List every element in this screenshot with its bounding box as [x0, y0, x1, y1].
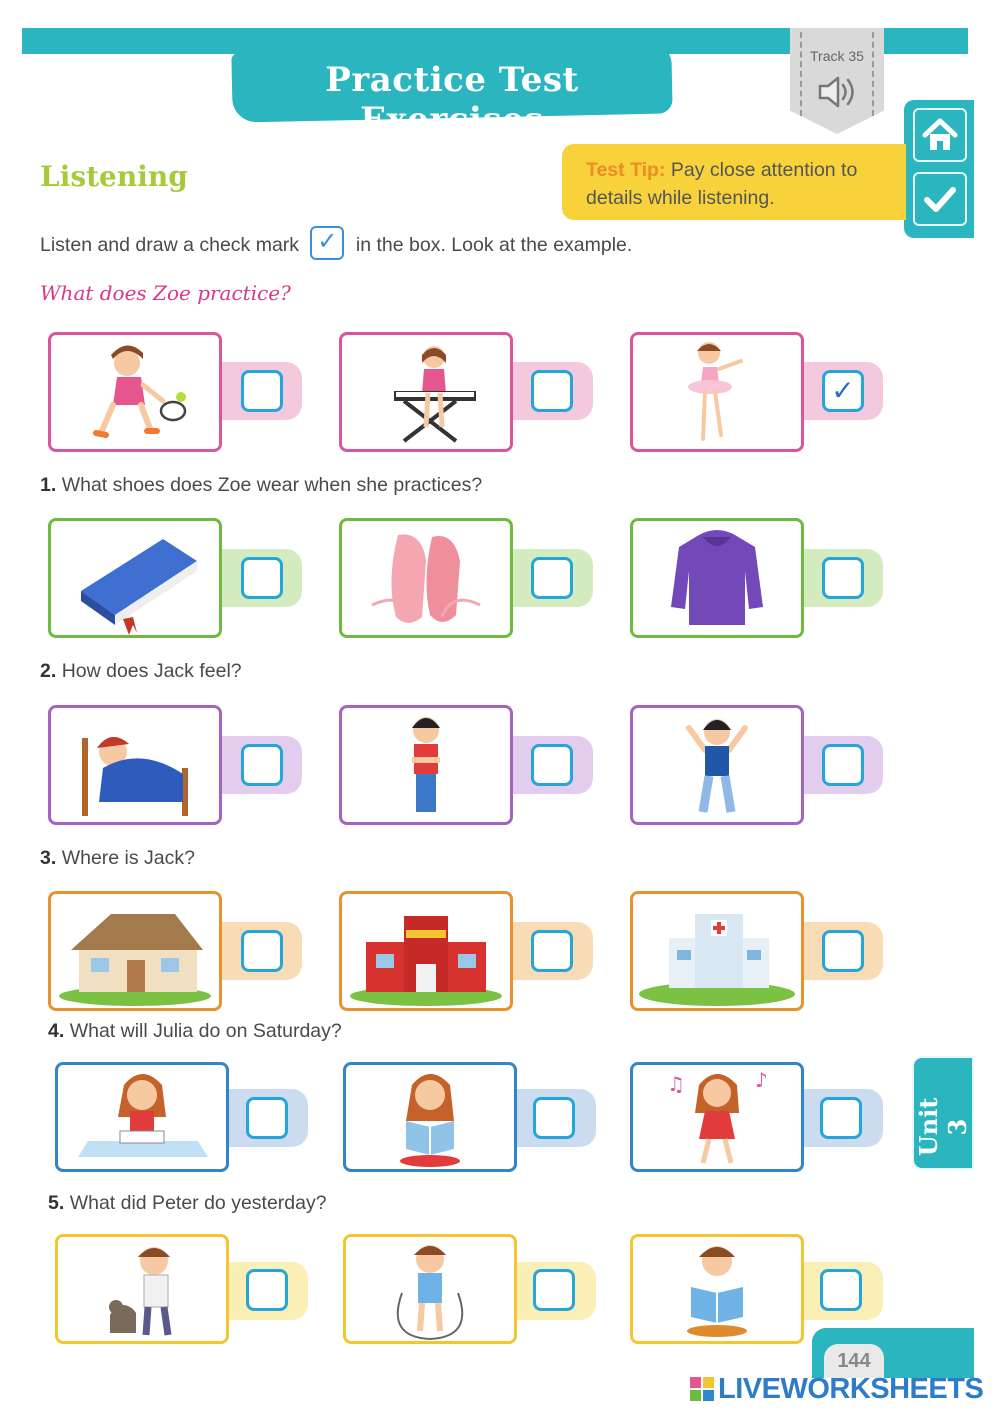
- ballet-girl-illustration: [633, 335, 801, 449]
- option-pink-ballet-shoes[interactable]: [339, 518, 513, 638]
- logo-squares-icon: [690, 1377, 714, 1401]
- question-3: [40, 847, 195, 870]
- answer-checkbox[interactable]: [241, 744, 283, 786]
- home-button[interactable]: [913, 108, 967, 162]
- option-boy-arms-crossed[interactable]: [339, 705, 513, 825]
- question-number: 1.: [40, 474, 57, 496]
- answer-checkbox[interactable]: [533, 1097, 575, 1139]
- school-icon: [342, 894, 510, 1008]
- reading-girl-illustration: [346, 1065, 514, 1169]
- example-check-box: ✓: [310, 226, 344, 260]
- example-question: What does Zoe practice?: [40, 281, 291, 305]
- svg-text:♫: ♫: [667, 1072, 685, 1096]
- ballet-shoes-icon: [342, 521, 510, 635]
- answer-checkbox-checked[interactable]: ✓: [822, 370, 864, 412]
- purple-hoodie-icon: [633, 521, 801, 635]
- section-title: Listening: [40, 160, 188, 193]
- question-number: 3.: [40, 847, 57, 869]
- unit-label: Unit 3: [914, 1097, 972, 1157]
- answer-checkbox[interactable]: [241, 930, 283, 972]
- option-boy-happy-arms-up[interactable]: [630, 705, 804, 825]
- question-text: What did Peter do yesterday?: [69, 1192, 327, 1214]
- answer-checkbox[interactable]: [820, 1097, 862, 1139]
- checkmark-icon: [915, 174, 965, 224]
- singing-girl-illustration: [633, 1065, 801, 1169]
- jump-rope-boy-illustration: [346, 1237, 514, 1341]
- answer-checkbox[interactable]: [531, 557, 573, 599]
- option-girl-playing-tennis[interactable]: [48, 332, 222, 452]
- instruction: [40, 228, 633, 260]
- question-number: 5.: [48, 1192, 65, 1214]
- option-girl-ballet-dancing[interactable]: [630, 332, 804, 452]
- boy-with-dog-illustration: [58, 1237, 226, 1341]
- arms-crossed-boy-illustration: [342, 708, 510, 822]
- question-4: [48, 1020, 342, 1043]
- answer-checkbox[interactable]: [246, 1269, 288, 1311]
- question-number: 2.: [40, 660, 57, 682]
- option-purple-hoodie[interactable]: [630, 518, 804, 638]
- answer-checkbox[interactable]: [820, 1269, 862, 1311]
- answer-checkbox[interactable]: [531, 744, 573, 786]
- answer-checkbox[interactable]: [531, 930, 573, 972]
- instruction-text-after: in the box. Look at the example.: [355, 234, 633, 257]
- option-house[interactable]: [48, 891, 222, 1011]
- instruction-text-before: Listen and draw a check mark: [40, 234, 300, 257]
- option-boy-reading-book[interactable]: [630, 1234, 804, 1344]
- question-1: [40, 474, 482, 497]
- question-text: What shoes does Zoe wear when she practices?: [61, 474, 483, 496]
- blue-book-icon: [51, 521, 219, 635]
- speaker-icon[interactable]: [816, 74, 860, 110]
- keyboard-girl-illustration: [342, 335, 510, 449]
- track-label: Track 35: [810, 48, 864, 64]
- answer-checkbox[interactable]: [533, 1269, 575, 1311]
- question-5: [48, 1192, 327, 1215]
- option-school[interactable]: [339, 891, 513, 1011]
- check-answers-button[interactable]: [913, 172, 967, 226]
- answer-checkbox[interactable]: [241, 370, 283, 412]
- answer-checkbox[interactable]: [822, 744, 864, 786]
- page-number: 144: [824, 1344, 884, 1378]
- test-tip: [562, 144, 906, 220]
- option-hospital[interactable]: [630, 891, 804, 1011]
- answer-checkbox[interactable]: [531, 370, 573, 412]
- liveworksheets-logo: [690, 1374, 983, 1404]
- option-boy-with-dog[interactable]: [55, 1234, 229, 1344]
- home-icon: [915, 110, 965, 160]
- option-girl-reading-book[interactable]: [343, 1062, 517, 1172]
- watermark-text: LIVEWORKSHEETS: [718, 1372, 984, 1405]
- tennis-girl-illustration: [51, 335, 219, 449]
- happy-boy-illustration: [633, 708, 801, 822]
- svg-text:♪: ♪: [755, 1068, 768, 1092]
- reading-boy-illustration: [633, 1237, 801, 1341]
- question-number: 4.: [48, 1020, 65, 1042]
- answer-checkbox[interactable]: [822, 557, 864, 599]
- option-girl-studying-at-desk[interactable]: [55, 1062, 229, 1172]
- question-text: How does Jack feel?: [61, 660, 242, 682]
- option-boy-jumping-rope[interactable]: [343, 1234, 517, 1344]
- test-tip-text: Pay close attention to details while listening.: [586, 159, 858, 209]
- hospital-icon: [633, 894, 801, 1008]
- option-boy-sick-in-bed[interactable]: [48, 705, 222, 825]
- page-title: Practice Test Exercises: [325, 60, 579, 140]
- question-text: What will Julia do on Saturday?: [69, 1020, 342, 1042]
- question-2: [40, 660, 242, 683]
- question-text: Where is Jack?: [61, 847, 195, 869]
- answer-checkbox[interactable]: [246, 1097, 288, 1139]
- option-blue-book[interactable]: [48, 518, 222, 638]
- answer-checkbox[interactable]: [822, 930, 864, 972]
- test-tip-label: Test Tip:: [586, 159, 666, 181]
- sick-boy-illustration: [51, 708, 219, 822]
- house-icon: [51, 894, 219, 1008]
- studying-girl-illustration: [58, 1065, 226, 1169]
- option-girl-singing[interactable]: [630, 1062, 804, 1172]
- option-girl-playing-keyboard[interactable]: [339, 332, 513, 452]
- answer-checkbox[interactable]: [241, 557, 283, 599]
